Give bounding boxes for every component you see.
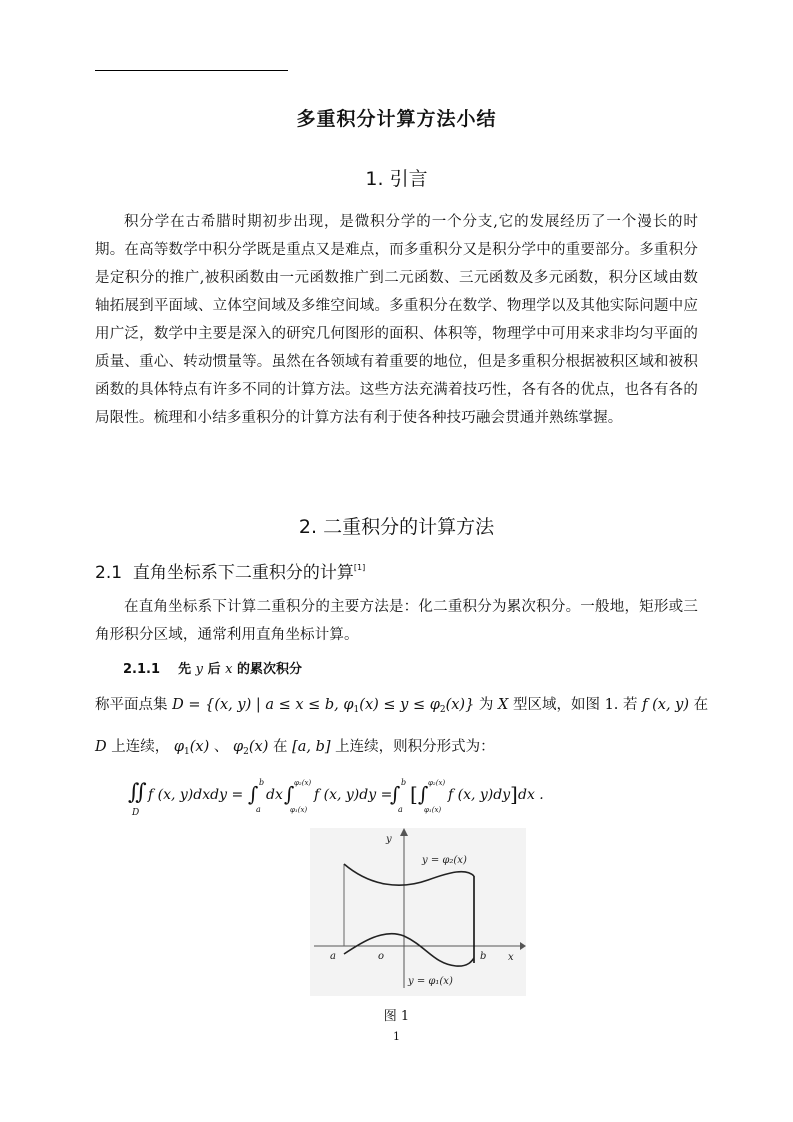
label-x: x <box>508 952 514 963</box>
subsubsection-word-then: 后 <box>207 662 221 677</box>
text-segment: 为 <box>478 697 494 713</box>
text-segment: 上连续，则积分形式为： <box>335 739 495 755</box>
svg-text:φ₂(x): φ₂(x) <box>428 779 446 787</box>
subsubsection-number: 2.1.1 <box>123 662 161 677</box>
definition-line-1 <box>95 693 708 715</box>
figure-caption: 图 1 <box>383 1009 410 1024</box>
subsection-number: 2.1 <box>95 563 123 583</box>
svg-text:∫: ∫ <box>390 782 401 806</box>
svg-text:f (x, y)dy =: f (x, y)dy = <box>314 787 393 803</box>
variable-y: y <box>195 662 204 677</box>
subsection-heading <box>95 558 365 583</box>
svg-text:b: b <box>259 778 265 787</box>
set-expression: D = {(x, y) | a ≤ x ≤ b, $\varphi_1(x) \le y \le \varphi_2(x)$} <box>172 697 475 715</box>
subsubsection-word-first: 先 <box>178 662 192 677</box>
label-upper-curve: y = φ₂(x) <box>422 855 467 866</box>
math-function: f (x, y) <box>642 697 690 713</box>
page-title: 多重积分计算方法小结 <box>296 108 497 130</box>
svg-text:f (x, y)dy: f (x, y)dy <box>448 787 511 803</box>
definition-line-2 <box>95 735 495 757</box>
svg-text:f (x, y)dxdy =: f (x, y)dxdy = <box>148 787 244 803</box>
svg-text:φ₂(x): φ₂(x) <box>294 779 312 787</box>
svg-text:φ₁(x): φ₁(x) <box>424 806 442 814</box>
text-segment: 型区域，如图 1. 若 <box>512 697 638 713</box>
subsubsection-heading <box>123 658 302 677</box>
label-a: a <box>330 951 336 962</box>
text-segment: 在 <box>693 697 709 713</box>
svg-text:∬: ∬ <box>128 780 147 805</box>
subsubsection-word-iterated: 的累次积分 <box>236 662 302 677</box>
math-domain: D <box>95 739 107 755</box>
svg-text:a: a <box>256 805 261 814</box>
intro-paragraph: 积分学在古希腊时期初步出现，是微积分学的一个分支,它的发展经历了一个漫长的时期。在高等数学中积分学既是重点又是难点，而多重积分又是积分学中的重要部分。多重积分是定积分的推广,被积函数由一元函数推广到二元函数、三元函数及多元函数，积分区域由数轴拓展到平面域、立体空间域及多维空间域。多重积分在数学、物理学以及其他实际问题中应用广泛，数学中主要是深入的研究几何图形的面积、体积等，物理学中可用来求非均匀平面的质量、重心、转动惯量等。虽然在各领域有着重要的地位，但是多重积分根据被积区域和被积函数的具体特点有许多不同的计算方法。这些方法充满着技巧性，各有各的优点，也各有各的局限性。梳理和小结多重积分的计算方法有利于使各种技巧融会贯通并熟练掌握。 <box>95 214 698 426</box>
svg-text:[: [ <box>410 782 418 806</box>
set-text: D = {(x, y) | a ≤ x ≤ b, φ <box>172 697 354 713</box>
phi2: $\varphi_2(x)$ <box>232 739 269 757</box>
label-o: o <box>378 951 385 962</box>
svg-text:b: b <box>401 778 407 787</box>
svg-text:∫: ∫ <box>284 782 295 806</box>
label-lower-curve: y = φ₁(x) <box>408 976 453 987</box>
subsection-title: 直角坐标系下二重积分的计算 <box>132 563 354 583</box>
label-y: y <box>386 834 392 845</box>
double-integral-formula <box>128 775 548 817</box>
page-number: 1 <box>393 1030 400 1043</box>
text-segment: 、 <box>213 739 229 755</box>
svg-text:]: ] <box>510 782 518 806</box>
svg-text:dx .: dx . <box>518 787 544 803</box>
interval: [a, b] <box>292 739 331 755</box>
svg-text:dx: dx <box>266 787 283 803</box>
footnote-rule <box>95 70 288 71</box>
svg-text:∫: ∫ <box>418 782 429 806</box>
text-segment: 称平面点集 <box>95 697 168 713</box>
svg-text:a: a <box>398 805 403 814</box>
text-segment: 上连续， <box>111 739 170 755</box>
subsection-paragraph: 在直角坐标系下计算二重积分的主要方法是：化二重积分为累次积分。一般地，矩形或三角形积分区域，通常利用直角坐标计算。 <box>95 599 698 643</box>
label-b: b <box>480 951 487 962</box>
phi1: $\varphi_1(x)$ <box>173 739 210 757</box>
text-segment: 在 <box>272 739 288 755</box>
section-heading-double-integral: 2. 二重积分的计算方法 <box>298 516 495 538</box>
svg-text:D: D <box>132 808 140 817</box>
figure-background <box>310 828 526 996</box>
region-figure <box>310 828 526 996</box>
svg-text:∫: ∫ <box>248 782 259 806</box>
svg-text:φ₁(x): φ₁(x) <box>290 806 308 814</box>
citation-ref: [1] <box>353 563 366 572</box>
variable-x: x <box>225 662 233 677</box>
section-heading-intro: 1. 引言 <box>365 168 428 190</box>
math-x: X <box>498 697 509 713</box>
